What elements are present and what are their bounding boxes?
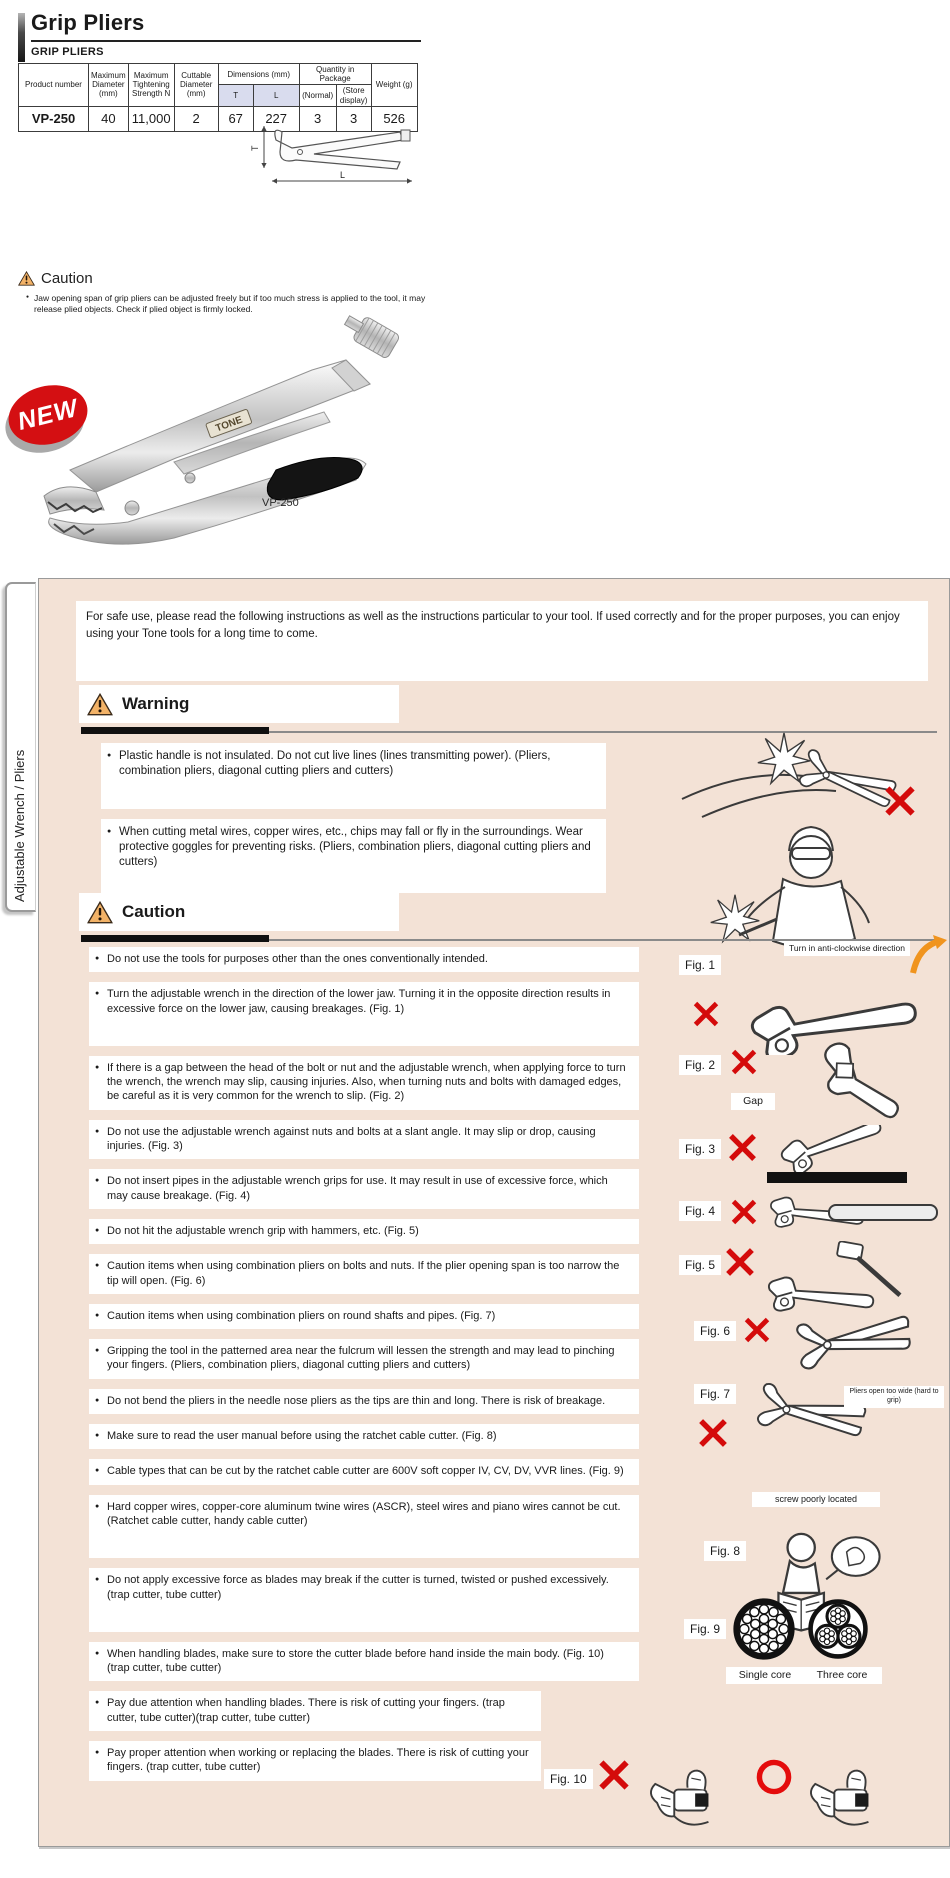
top-caution-heading [18, 270, 93, 287]
figure-9 [684, 1597, 944, 1697]
x-mark-icon [723, 1245, 757, 1279]
dimension-diagram [248, 110, 420, 190]
caution-item: ● Turn the adjustable wrench in the direction of the lower jaw. Turning it in the opposite direction results in excessive force on the lower jaw, causing breakages. (Fig. 1) [89, 982, 639, 1046]
cell-weight: 526 [371, 106, 417, 131]
warning-heading-label: Warning [122, 694, 190, 713]
figure-7-label: Fig. 7 [694, 1384, 736, 1404]
x-mark-icon [742, 1315, 772, 1345]
combination-pliers-sketch [776, 1303, 936, 1379]
figure-7-note-screw: screw poorly located [752, 1492, 880, 1507]
warning-illustration-live-lines [674, 727, 929, 827]
top-caution-title: Caution [41, 270, 93, 287]
x-mark-icon [691, 999, 721, 1029]
caution-item: ● Gripping the tool in the patterned area near the fulcrum will lessen the strength and may lead to pinching your fingers. (Pliers, combination pliers, diagonal cutting pliers and cutters) [89, 1339, 639, 1379]
product-model-caption: VP-250 [262, 497, 299, 509]
cell-max-diameter: 40 [89, 106, 129, 131]
col-dimensions: Dimensions (mm) [218, 64, 299, 85]
caution-item: ● Do not hit the adjustable wrench grip with hammers, etc. (Fig. 5) [89, 1219, 639, 1244]
x-mark-icon [596, 1757, 632, 1793]
caution-item: ● Pay due attention when handling blades. There is risk of cutting your fingers. (trap cutter, tube cutter)(trap cutter, tube cutter) [89, 1691, 541, 1731]
caution-item: ● Do not use the tools for purposes other than the ones conventionally intended. [89, 947, 639, 972]
x-mark-icon [887, 788, 912, 813]
product-photo [24, 312, 406, 550]
figure-9-label: Fig. 9 [684, 1619, 726, 1639]
top-caution-bullet: ● Jaw opening span of grip pliers can be adjusted freely but if too much stress is applied to the tool, it may release plied objects. Check if plied object is firmly locked. [26, 293, 439, 316]
figure-1-note: Turn in anti-clockwise direction [784, 941, 910, 956]
figure-2-label: Fig. 2 [679, 1055, 721, 1075]
warning-item: ● Plastic handle is not insulated. Do not cut live lines (lines transmitting power). (Pliers, combination pliers, diagonal cutting pliers and cutters) [101, 743, 606, 809]
dim-t-label: T [250, 145, 260, 151]
col-max-tightening: Maximum Tightening Strength N [128, 64, 174, 107]
figure-7-note-open: Pliers open too wide (hard to grip) [844, 1386, 944, 1408]
caution-item: ● When handling blades, make sure to store the cutter blade before hand inside the main body. (Fig. 10) (trap cutter, tube cutter) [89, 1642, 639, 1682]
caution-item: ● Do not insert pipes in the adjustable wrench grips for use. It may result in use of excessive force, which may cause breakage. (Fig. 4) [89, 1169, 639, 1209]
cell-cuttable: 2 [174, 106, 218, 131]
figure-6 [694, 1311, 944, 1375]
figure-9-note-three: Three core [802, 1667, 882, 1684]
x-mark-icon [729, 1197, 759, 1227]
section-subtitle: GRIP PLIERS [31, 46, 104, 58]
anti-clockwise-arrow-icon [907, 933, 947, 975]
figure-2-note-gap: Gap [731, 1093, 775, 1110]
caution-item: ● Pay proper attention when working or replacing the blades. There is risk of cutting your fingers. (trap cutter, tube cutter) [89, 1741, 541, 1781]
title-rule [31, 40, 421, 42]
col-weight: Weight (g) [371, 64, 417, 107]
safety-panel [38, 578, 950, 1847]
caution-item: ● Do not use the adjustable wrench against nuts and bolts at a slant angle. It may slip or drop, causing injuries. (Fig. 3) [89, 1120, 639, 1160]
caution-heading-label: Caution [122, 902, 186, 921]
three-core-cable-icon [806, 1597, 870, 1661]
warning-triangle-icon [87, 901, 113, 924]
hands-cutter-sketch-right [796, 1763, 901, 1839]
col-max-diameter: Maximum Diameter (mm) [89, 64, 129, 107]
caution-item: ● Hard copper wires, copper-core aluminum twine wires (ASCR), steel wires and piano wires cannot be cut. (Ratchet cable cutter, handy cable cutter) [89, 1495, 639, 1559]
col-l: L [253, 85, 299, 106]
caution-item: ● Cable types that can be cut by the ratchet cable cutter are 600V soft copper IV, CV, DV, VVR lines. (Fig. 9) [89, 1459, 639, 1484]
figure-2 [679, 1047, 944, 1127]
wrench-slant-sketch [765, 1125, 915, 1189]
side-tab-adjustable-wrench-pliers [5, 582, 36, 912]
caution-item: ● Do not bend the pliers in the needle nose pliers as the tips are thin and long. There is risk of breakage. [89, 1389, 639, 1414]
intro-text: For safe use, please read the following instructions as well as the instructions particular to your tool. If used correctly and for the proper purposes, you can enjoy using your Tone tools for a long time to come. [76, 601, 928, 681]
caution-item: ● Do not apply excessive force as blades may break if the cutter is turned, twisted or pushed excessively. (trap cutter, tube cutter) [89, 1568, 639, 1632]
figure-4 [679, 1193, 944, 1243]
figure-3 [679, 1129, 944, 1191]
figure-8-label: Fig. 8 [704, 1541, 746, 1561]
col-qty-store: (Store display) [336, 85, 371, 106]
caution-item: ● Caution items when using combination pliers on round shafts and pipes. (Fig. 7) [89, 1304, 639, 1329]
new-badge: NEW [2, 377, 94, 453]
col-product: Product number [19, 64, 89, 107]
caution-rule-accent [81, 935, 269, 942]
warning-heading [79, 685, 399, 723]
caution-list [89, 947, 639, 1781]
dim-l-label: L [340, 170, 346, 180]
col-qty-normal: (Normal) [299, 85, 336, 106]
x-mark-icon [729, 1047, 759, 1077]
figure-10 [544, 1757, 944, 1842]
warning-rule-accent [81, 727, 269, 734]
cell-qty-normal: 3 [299, 106, 336, 131]
o-mark-icon [754, 1757, 794, 1797]
warning-triangle-icon [87, 693, 113, 716]
caution-heading [79, 893, 399, 931]
cell-tightening: 11,000 [128, 106, 174, 131]
warning-triangle-icon [18, 271, 35, 286]
col-t: T [218, 85, 253, 106]
col-quantity: Quantity in Package [299, 64, 371, 85]
x-mark-icon [696, 1416, 730, 1450]
figure-4-label: Fig. 4 [679, 1201, 721, 1221]
side-tab-label: Adjustable Wrench / Pliers [12, 749, 27, 902]
wrench-head-sketch [775, 1039, 940, 1125]
figure-6-label: Fig. 6 [694, 1321, 736, 1341]
wrench-pipe-sketch [767, 1193, 942, 1239]
figure-3-label: Fig. 3 [679, 1139, 721, 1159]
warning-item: ● When cutting metal wires, copper wires, etc., chips may fall or fly in the surroundings. Wear protective goggles for preventing risks. (Pliers, combination pliers, diagonal cutting pliers and cutters) [101, 819, 606, 893]
figure-5-label: Fig. 5 [679, 1255, 721, 1275]
page-title: Grip Pliers [31, 10, 145, 35]
figure-9-note-single: Single core [726, 1667, 804, 1684]
title-accent-bar [18, 13, 25, 62]
x-mark-icon [726, 1131, 759, 1164]
caution-item: ● Make sure to read the user manual before using the ratchet cable cutter. (Fig. 8) [89, 1424, 639, 1449]
single-core-cable-icon [732, 1597, 796, 1661]
cell-qty-store: 3 [336, 106, 371, 131]
figure-10-label: Fig. 10 [544, 1769, 593, 1789]
caution-item: ● Caution items when using combination pliers on bolts and nuts. If the plier opening span is too narrow the tip will open. (Fig. 6) [89, 1254, 639, 1294]
caution-item: ● If there is a gap between the head of the bolt or nut and the adjustable wrench, when applying force to turn the wrench, the wrench may slip, causing injuries. Also, when turning nuts and bolts with damaged edges, be careful as it is very common for the wrench to slip. (Fig. 2) [89, 1056, 639, 1110]
cell-l: 227 [253, 106, 299, 131]
figure-1-label: Fig. 1 [679, 955, 721, 975]
col-cuttable: Cuttable Diameter (mm) [174, 64, 218, 107]
brand-label: TONE [214, 414, 245, 435]
cell-product: VP-250 [19, 106, 89, 131]
hands-cutter-sketch-wrong [636, 1763, 741, 1839]
cell-t: 67 [218, 106, 253, 131]
figure-7 [694, 1384, 944, 1519]
